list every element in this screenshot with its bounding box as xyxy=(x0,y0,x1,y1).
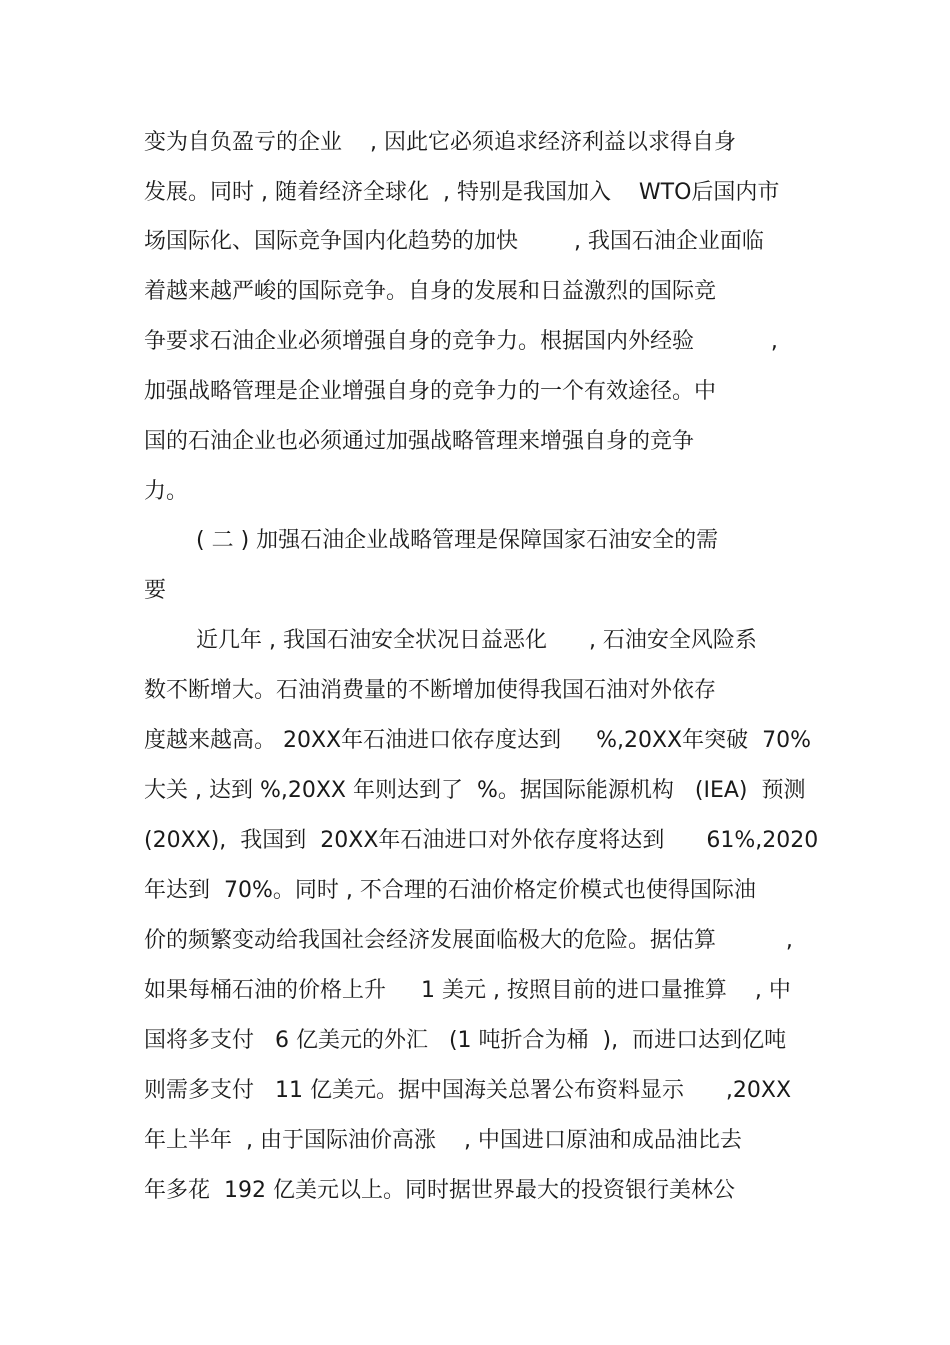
text-line: 则需多支付 11 亿美元。据中国海关总署公布资料显示 ,20XX xyxy=(144,1078,792,1103)
text-line: 年达到 70%。同时 , 不合理的石油价格定价模式也使得国际油 xyxy=(144,878,756,903)
text-line: 加强战略管理是企业增强自身的竞争力的一个有效途径。中 xyxy=(144,379,717,404)
text-line: 价的频繁变动给我国社会经济发展面临极大的危险。据估算 , xyxy=(144,928,793,953)
text-line: 着越来越严峻的国际竞争。自身的发展和日益激烈的国际竞 xyxy=(144,279,717,304)
text-line: (20XX), 我国到 20XX年石油进口对外依存度将达到 61%,2020 xyxy=(144,828,819,853)
paragraph-first-line: 近几年 , 我国石油安全状况日益恶化 , 石油安全风险系 xyxy=(196,628,757,653)
text-line: 力。 xyxy=(144,479,189,504)
text-line: 争要求石油企业必须增强自身的竞争力。根据国内外经验 , xyxy=(144,329,778,354)
text-line: 大关 , 达到 %,20XX 年则达到了 %。据国际能源机构 (IEA) 预测 xyxy=(144,778,806,803)
text-line: 国将多支付 6 亿美元的外汇 (1 吨折合为桶 ), 而进口达到亿吨 xyxy=(144,1028,787,1053)
text-line: 年多花 192 亿美元以上。同时据世界最大的投资银行美林公 xyxy=(144,1178,735,1203)
text-line: 发展。同时 , 随着经济全球化 , 特别是我国加入 WTO后国内市 xyxy=(144,180,780,205)
text-line: 年上半年 , 由于国际油价高涨 , 中国进口原油和成品油比去 xyxy=(144,1128,742,1153)
text-line: 如果每桶石油的价格上升 1 美元 , 按照目前的进口量推算 , 中 xyxy=(144,978,791,1003)
text-line: 变为自负盈亏的企业 , 因此它必须追求经济利益以求得自身 xyxy=(144,130,736,155)
text-line: 场国际化、国际竞争国内化趋势的加快 , 我国石油企业面临 xyxy=(144,229,764,254)
section-heading-continued: 要 xyxy=(144,578,167,603)
text-line: 度越来越高。 20XX年石油进口依存度达到 %,20XX年突破 70% xyxy=(144,728,812,753)
text-line: 数不断增大。石油消费量的不断增加使得我国石油对外依存 xyxy=(144,678,717,703)
text-line: 国的石油企业也必须通过加强战略管理来增强自身的竞争 xyxy=(144,429,695,454)
section-heading: ( 二 ) 加强石油企业战略管理是保障国家石油安全的需 xyxy=(196,528,719,553)
